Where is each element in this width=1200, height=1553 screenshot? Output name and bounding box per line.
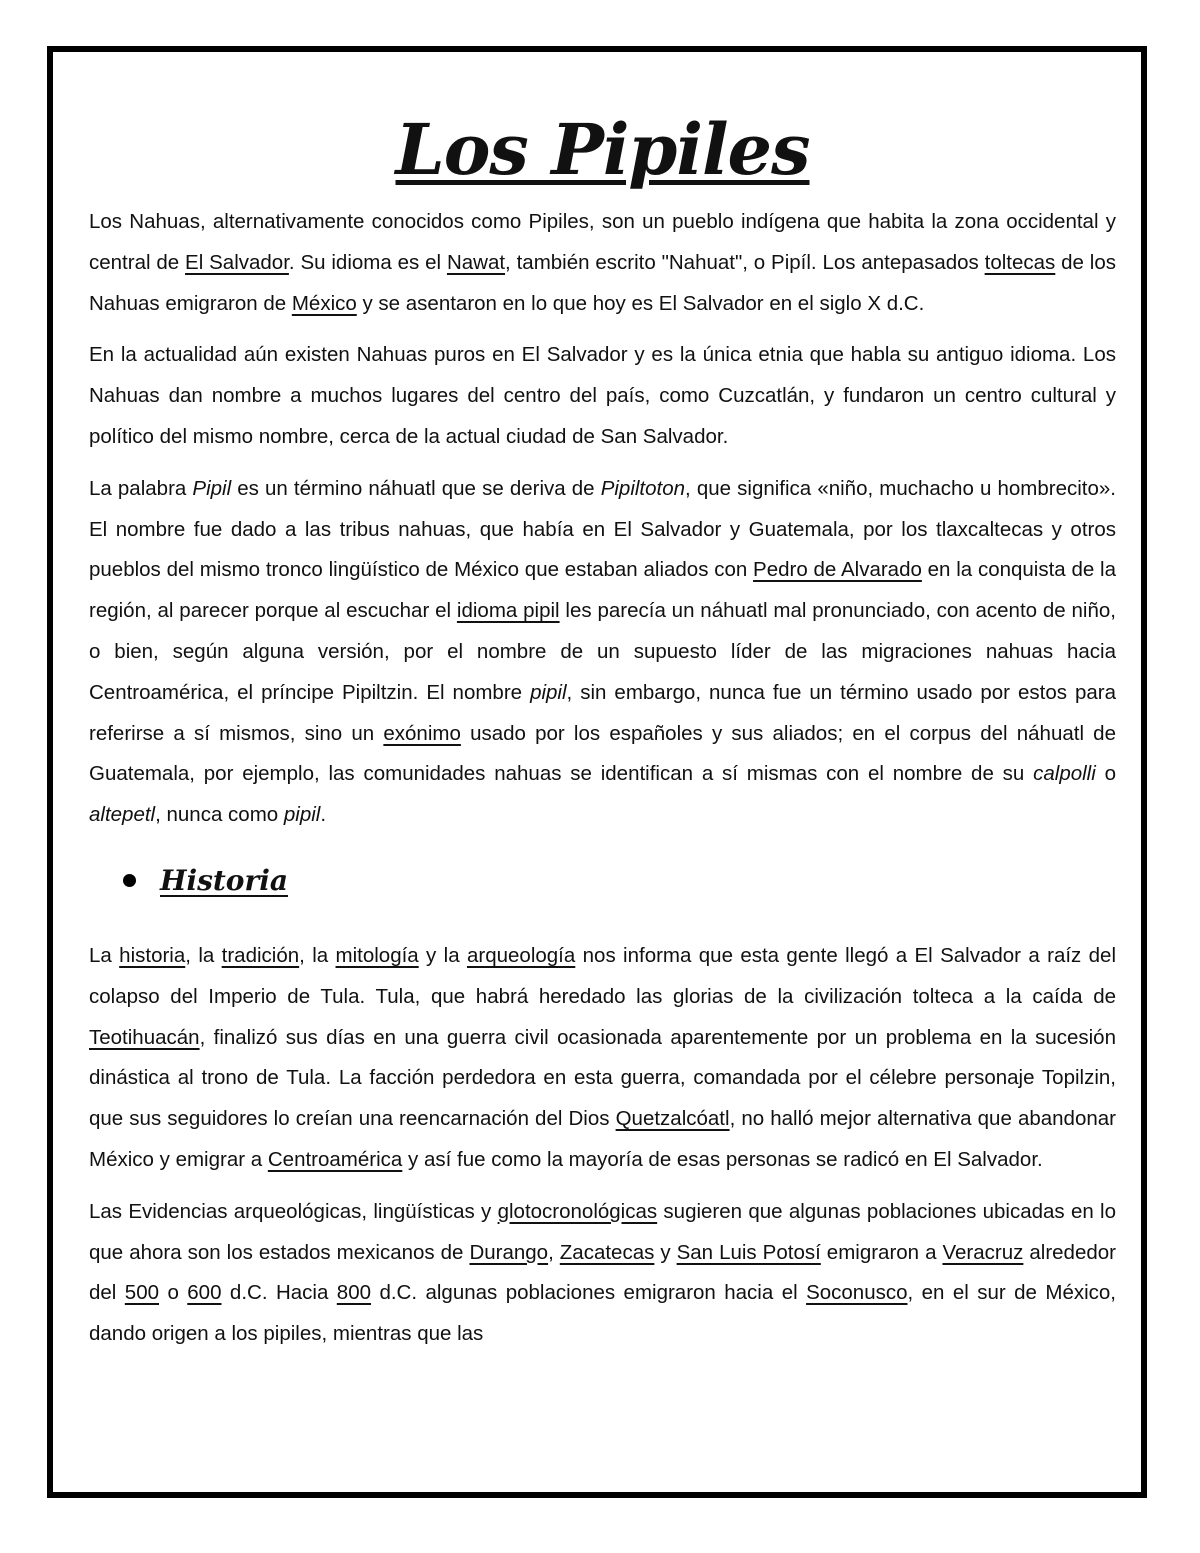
italic-term: altepetl xyxy=(89,803,156,827)
italic-term: pipil xyxy=(530,680,567,704)
link-pedro-de-alvarado[interactable]: Pedro de Alvarado xyxy=(753,558,922,582)
link-500[interactable]: 500 xyxy=(124,1281,160,1305)
text: , la xyxy=(185,943,222,967)
link-tradicion[interactable]: tradición xyxy=(221,943,300,967)
text: , también escrito "Nahuat", o Pipíl. Los antepasados xyxy=(505,250,985,274)
bullet-icon xyxy=(123,874,136,887)
text: en la conquista de la región, al parecer porque al escuchar el xyxy=(89,558,1116,623)
link-historia[interactable]: historia xyxy=(119,943,186,967)
link-exonimo[interactable]: exónimo xyxy=(383,721,461,745)
text: nos informa que esta gente llegó a El Salvador a raíz del colapso del Imperio de Tula. Tula, que habrá heredado las glorias de la civilización tolteca a la caída de xyxy=(89,943,1117,1008)
paragraph-evidencias xyxy=(89,1192,1116,1355)
text: y así fue como la mayoría de esas personas se radicó en El Salvador. xyxy=(402,1147,1043,1171)
text: o xyxy=(1095,762,1116,786)
text: , no halló mejor alternativa que abandonar México y emigrar a xyxy=(89,1107,1116,1171)
text: y la xyxy=(418,943,467,967)
text: les parecía un náhuatl mal pronunciado, con acento de niño, o bien, según alguna versión, por el nombre de un supuesto líder de las migraciones nahuas hacia Centroamérica, el príncipe Pipiltzin. El nombre xyxy=(89,599,1116,704)
page-title: Los Pipiles xyxy=(395,108,810,191)
paragraph-actualidad: En la actualidad aún existen Nahuas puros en El Salvador y es la única etnia que habla su antiguo idioma. Los Nahuas dan nombre a muchos lugares del centro del país, como Cuzcatlán, y fundaron un centro cultural y político del mismo nombre, cerca de la actual ciudad de San Salvador. xyxy=(89,343,1116,448)
link-600[interactable]: 600 xyxy=(187,1281,222,1305)
paragraph-historia xyxy=(89,936,1116,1181)
text: , finalizó sus días en una guerra civil ocasionada aparentemente por un problema en la sucesión dinástica al trono de Tula. La facción perdedora en esta guerra, comandada por el célebre personaje Topilzin, que sus seguidores lo creían una reencarnación del Dios xyxy=(89,1025,1116,1131)
text: , xyxy=(548,1240,560,1264)
link-teotihuacan[interactable]: Teotihuacán xyxy=(89,1025,200,1049)
link-soconusco[interactable]: Soconusco xyxy=(806,1281,908,1305)
text: . xyxy=(320,803,327,827)
text: , la xyxy=(299,943,336,967)
text: , sin embargo, nunca fue un término usado por estos para referirse a sí mismos, sino un xyxy=(89,680,1116,745)
text: La palabra xyxy=(89,476,193,500)
text: , que significa «niño, muchacho u hombrecito». El nombre fue dado a las tribus nahuas, que había en El Salvador y Guatemala, por los tlaxcaltecas y otros pueblos del mismo tronco lingüístico de México que estaban aliados con xyxy=(89,476,1116,582)
text: sugieren que algunas poblaciones ubicadas en lo que ahora son los estados mexicanos de xyxy=(89,1199,1116,1264)
text: de los Nahuas emigraron de xyxy=(89,250,1117,315)
link-durango[interactable]: Durango xyxy=(469,1240,549,1264)
link-veracruz[interactable]: Veracruz xyxy=(942,1240,1024,1264)
text: usado por los españoles y sus aliados; en el corpus del náhuatl de Guatemala, por ejemplo, las comunidades nahuas se identifican a sí mismas con el nombre de su xyxy=(89,721,1116,786)
text: emigraron a xyxy=(820,1240,943,1264)
link-toltecas[interactable]: toltecas xyxy=(984,250,1056,274)
italic-term: Pipil xyxy=(192,476,232,500)
link-mitologia[interactable]: mitología xyxy=(335,943,419,967)
page-border xyxy=(47,46,1147,1498)
link-quetzalcoatl[interactable]: Quetzalcóatl xyxy=(615,1107,730,1131)
text: d.C. algunas poblaciones emigraron hacia el xyxy=(371,1281,807,1305)
italic-term: pipil xyxy=(283,803,321,827)
text: La xyxy=(89,943,120,967)
section-heading-text: Historia xyxy=(160,864,288,898)
italic-term: Pipiltoton xyxy=(600,476,686,500)
text: Los Nahuas, alternativamente conocidos como Pipiles, son un pueblo indígena que habita la zona occidental y central de xyxy=(89,210,1116,274)
text: d.C. Hacia xyxy=(221,1281,337,1305)
link-san-luis-potosi[interactable]: San Luis Potosí xyxy=(676,1240,821,1264)
text: es un término náhuatl que se deriva de xyxy=(231,476,601,500)
link-nawat[interactable]: Nawat xyxy=(446,250,506,274)
section-heading-historia xyxy=(89,852,1116,910)
link-arqueologia[interactable]: arqueología xyxy=(466,943,576,967)
text: , nunca como xyxy=(155,803,284,827)
text: , en el sur de México, dando origen a los pipiles, mientras que las xyxy=(89,1281,1117,1346)
link-zacatecas[interactable]: Zacatecas xyxy=(559,1240,655,1264)
text: alrededor del xyxy=(89,1240,1116,1305)
paragraph-etimologia xyxy=(89,469,1116,836)
link-centroamerica[interactable]: Centroamérica xyxy=(267,1147,403,1171)
link-800[interactable]: 800 xyxy=(336,1281,372,1305)
text: o xyxy=(159,1281,188,1305)
document-body xyxy=(89,110,1116,1366)
text: y xyxy=(654,1240,677,1264)
link-idioma-pipil[interactable]: idioma pipil xyxy=(456,599,560,623)
italic-term: calpolli xyxy=(1033,762,1096,786)
link-glotocronologicas[interactable]: glotocronológicas xyxy=(497,1199,658,1223)
text: Las Evidencias arqueológicas, lingüísticas y xyxy=(89,1199,498,1223)
link-mexico[interactable]: México xyxy=(291,291,357,315)
paragraph-intro xyxy=(89,202,1116,324)
text: . Su idioma es el xyxy=(288,250,447,274)
text: y se asentaron en lo que hoy es El Salvador en el siglo X d.C. xyxy=(356,291,925,315)
link-el-salvador[interactable]: El Salvador xyxy=(185,250,289,274)
